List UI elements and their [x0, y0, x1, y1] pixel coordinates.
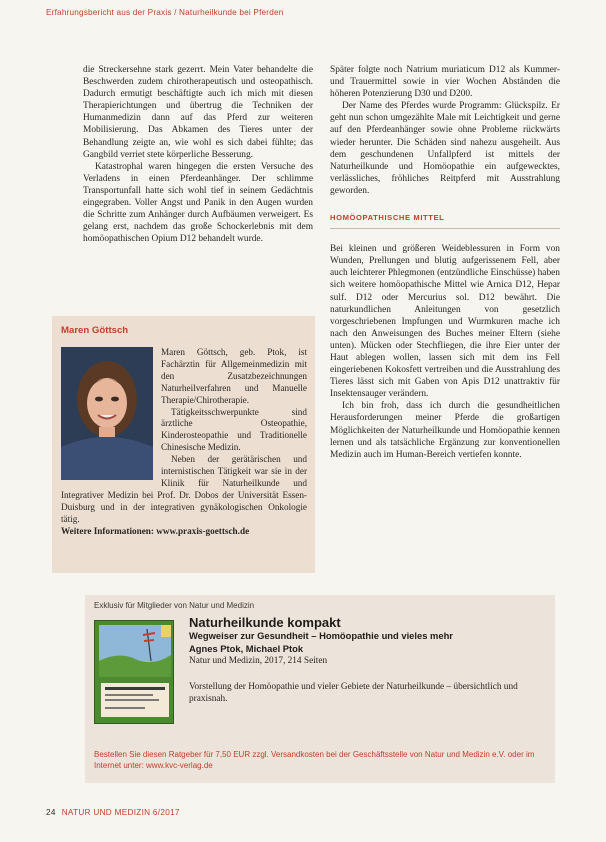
- body-paragraph: Bei kleinen und größeren Weideblessuren in Form von Wunden, Prellungen und blutig aufgerissenem Fell, aber auch leichterer Phlegmonen (entzündliche Einschüsse) haben sich weitere homöopathische Mittel wie Arnica D12, Hepar sulf. D12 oder Mercurius sol. D12 bewährt. Die naturkundlichen Anleitungen von gesetzlich vorgeschriebenen Impfungen und Wurmkuren mache ich nach den Anweisungen des Buches meiner Eltern (siehe unten). Mücken oder Stechfliegen, die ihre Eier unter der Haut ablegen wollen, lassen sich mit dem ins Fell eingeriebenen Kokosfett vertreiben und die Ausstrahlung des Tieres lässt sich mit Gaben von Apis D12 unattraktiv für Insektensauger verändern.: [330, 244, 560, 400]
- author-box: [52, 316, 315, 573]
- author-portrait-icon: [61, 347, 153, 480]
- promo-kicker: Exklusiv für Mitglieder von Natur und Medizin: [94, 601, 255, 610]
- left-column: [83, 64, 313, 245]
- book-cover-image: [94, 620, 174, 724]
- author-name: Maren Göttsch: [61, 325, 129, 336]
- book-title: Naturheilkunde kompakt: [189, 615, 341, 630]
- section-heading: HOMÖOPATHISCHE MITTEL: [330, 212, 560, 229]
- book-promo-box: [85, 595, 555, 783]
- running-header: Erfahrungsbericht aus der Praxis / Naturheilkunde bei Pferden: [46, 8, 284, 17]
- author-more-info-link[interactable]: Weitere Informationen: www.praxis-goettsch.de: [61, 525, 250, 536]
- book-subtitle: Wegweiser zur Gesundheit – Homöopathie und vieles mehr: [189, 630, 453, 641]
- body-paragraph: die Streckersehne stark gezerrt. Mein Vater behandelte die Beschwerden zudem chirotherapeutisch und osteopathisch. Dadurch ermutigt beschäftigte auch ich mich mit diesen Therapierichtungen und übertrug die Techniken der Humanmedizin dann auf das Pferd zur weiteren Mobilisierung. Das Abkamen des Tieres unter der Behandlung zeigte an, wie wohl es sich dabei fühlte; das Gangbild verriet stete körperliche Besserung.: [83, 65, 313, 160]
- author-bio-paragraph: Neben der gerätärischen und internistischen Tätigkeit war sie in der Klinik für Naturheilkunde und Integrativer Medizin bei Prof. Dr. Dobos der Universität Essen-Duisburg und in der integrativen gynäkologischen Onkologie tätig.: [61, 454, 307, 524]
- book-authors: Agnes Ptok, Michael Ptok: [189, 642, 304, 654]
- body-paragraph: Später folgte noch Natrium muriaticum D12 als Kummer- und Trauermittel sowie in vier Wochen Abständen die höheren Potenzierung D30 und D200.: [330, 65, 560, 100]
- author-bio-paragraph: Tätigkeitsschwerpunkte sind ärztliche Osteopathie, Kinderosteopathie und Traditionelle Chinesische Medizin.: [161, 406, 307, 453]
- author-photo: [61, 347, 153, 480]
- page-footer: [46, 808, 180, 817]
- book-description: Vorstellung der Homöopathie und vieler Gebiete der Naturheilkunde – übersichtlich und praxisnah.: [189, 681, 518, 704]
- promo-info: [189, 616, 547, 705]
- body-paragraph: Der Name des Pferdes wurde Programm: Glückspilz. Er geht nun schon umgezählte Male mit Leichtigkeit und gerne auf den Pferdeanhänger sowie ohne Probleme rückwärts wieder herunter. Die Schäden sind nahezu ausgeheilt. Aus dem geschundenen Unfallpferd ist mittels der Naturheilkunde und Homöopathie ein aufgewecktes, verlässliches, fröhliches Reitpferd mit Ausstrahlung geworden.: [330, 101, 560, 196]
- body-paragraph: Ich bin froh, dass ich durch die gesundheitlichen Herausforderungen meiner Pferde die großartigen Möglichkeiten der Naturheilkunde und Homöopathie kennen lernen und als tatsächliche Ergänzung zur konventionellen Medizin auch im Human-Bereich vertiefen konnte.: [330, 401, 560, 460]
- body-paragraph: Katastrophal waren hingegen die ersten Versuche des Verladens in einen Pferdeanhänger. Der schlimme Transportunfall hatte sich wohl tief in seinem Gedächtnis eingegraben. Voller Angst und Panik in den Augen wurden die Schritte zum Anhänger durch Aufbäumen verweigert. Es gelang erst, nachdem das große Schockerlebnis mit dem homöopathischen Opium D12 behandelt wurde.: [83, 161, 313, 245]
- order-info-link[interactable]: Bestellen Sie diesen Ratgeber für 7,50 EUR zzgl. Versandkosten bei der Geschäftsstelle von Natur und Medizin e.V. oder im Internet unter: www.kvc-verlag.de: [94, 750, 535, 770]
- right-column: [330, 64, 560, 461]
- book-publisher: Natur und Medizin, 2017, 214 Seiten: [189, 656, 328, 666]
- page-number: 24: [46, 808, 56, 817]
- author-bio-paragraph: Maren Göttsch, geb. Ptok, ist Fachärztin für Allgemeinmedizin mit den Zusatzbezeichnungen Naturheilverfahren und Manuelle Therapie/Chirotherapie.: [161, 347, 307, 405]
- book-cover-icon: [95, 621, 174, 724]
- magazine-issue: NATUR UND MEDIZIN 6/2017: [61, 808, 180, 817]
